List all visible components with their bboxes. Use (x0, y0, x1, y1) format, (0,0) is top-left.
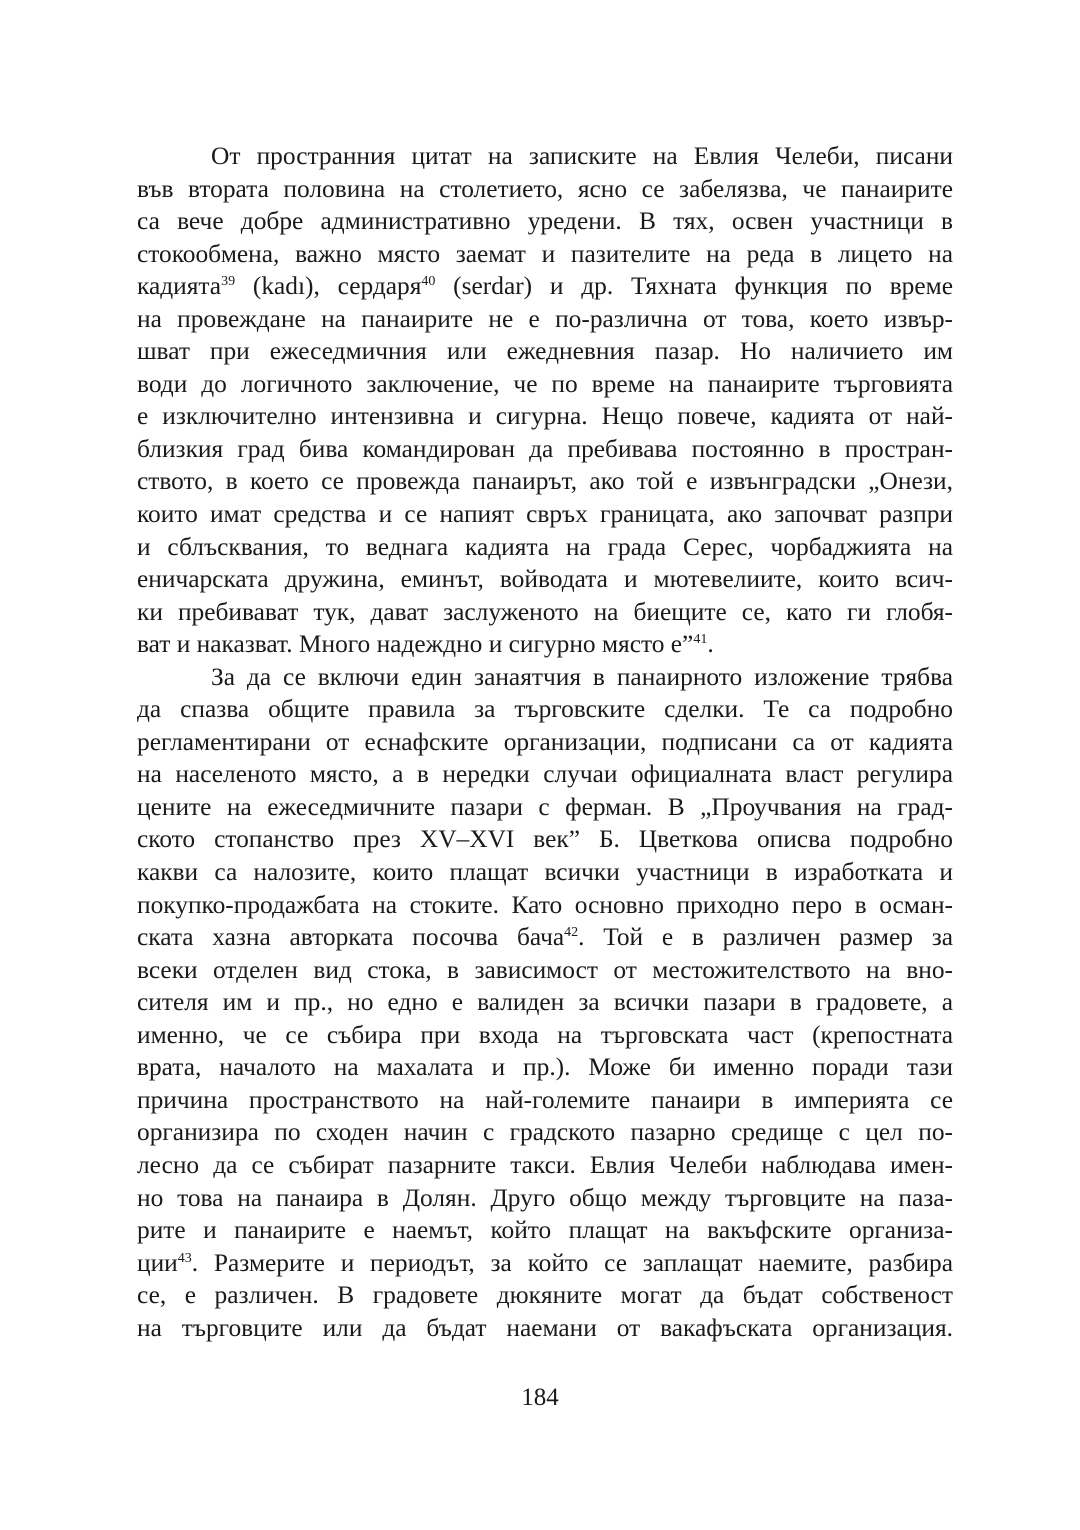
text-run: във втората половина на столетието, ясно се забелязва, че панаирите (137, 174, 953, 203)
text-line (137, 628, 953, 661)
text-line (137, 921, 953, 954)
text-line (137, 433, 953, 466)
text-line (137, 1214, 953, 1247)
text-run: шват при ежеседмичния или ежедневния пазар. Но наличието им (137, 337, 953, 366)
text-line (137, 335, 953, 368)
text-line (137, 563, 953, 596)
text-line (137, 498, 953, 531)
text-line (137, 368, 953, 401)
text-run: покупко-продажбата на стоките. Като основно приходно перо в осман- (137, 890, 953, 919)
text-run: (kadı), сердаря (235, 272, 422, 301)
text-run: на провеждане на панаирите не е по-различна от това, което извър- (137, 304, 953, 333)
text-line (137, 531, 953, 564)
text-line (137, 1051, 953, 1084)
text-line (137, 205, 953, 238)
text-line (137, 238, 953, 271)
text-run: ската хазна авторката посочва бача (137, 923, 565, 952)
text-run: ват и наказват. Много надеждно и сигурно място е” (137, 630, 694, 659)
text-run: . (707, 630, 714, 659)
text-run: на населеното място, а в нередки случаи официалната власт регулира (137, 760, 953, 789)
text-run: които имат средства и се напият свръх границата, ако започват разпри (137, 500, 953, 529)
text-run: лесно да се събират пазарните такси. Евлия Челеби наблюдава имен- (137, 1150, 953, 1179)
text-run: регламентирани от еснафските организации, подписани са от кадията (137, 727, 953, 756)
text-line (137, 1149, 953, 1182)
text-line (137, 1116, 953, 1149)
text-run: За да се включи един занаятчия в панаирното изложение трябва (211, 662, 953, 691)
text-run: близкия град бива командирован да пребивава постоянно в простран- (137, 434, 953, 463)
text-run: еничарската дружина, еминът, войводата и мютевелиите, които всич- (137, 565, 953, 594)
footnote-ref: 39 (221, 274, 236, 290)
text-run: именно, че се събира при входа на търговската част (крепостната (137, 1020, 953, 1049)
text-line (137, 270, 953, 303)
page-body (137, 140, 953, 1344)
paragraph (137, 661, 953, 1344)
text-run: ството, в което се провежда панаирът, ако той е извънградски „Онези, (137, 467, 953, 496)
text-run: всеки отделен вид стока, в зависимост от местожителството на вно- (137, 955, 953, 984)
text-line (137, 1084, 953, 1117)
text-line (137, 1247, 953, 1280)
footnote-ref: 41 (693, 632, 708, 648)
text-run: (serdar) и др. Тяхната функция по време (435, 272, 953, 301)
text-run: причина пространството на най-големите панаири в империята се (137, 1085, 953, 1114)
page-number: 184 (521, 1384, 559, 1411)
text-line (137, 1182, 953, 1215)
text-run: но това на панаира в Долян. Друго общо между търговците на паза- (137, 1183, 953, 1212)
text-line (137, 954, 953, 987)
text-run: . Размерите и периодът, за който се заплащат наемите, разбира (191, 1248, 953, 1277)
text-line (137, 465, 953, 498)
text-run: рите и панаирите е наемът, който плащат на вакъфските организа- (137, 1216, 953, 1245)
text-run: цените на ежеседмичните пазари с ферман. В „Проучвания на град- (137, 792, 953, 821)
text-run: организира по сходен начин с градското пазарно средище с цел по- (137, 1118, 953, 1147)
text-line (137, 303, 953, 336)
text-run: кадията (137, 272, 222, 301)
text-run: От пространния цитат на записките на Евлия Челеби, писани (211, 142, 953, 170)
text-line (137, 758, 953, 791)
footnote-ref: 40 (421, 274, 436, 290)
text-run: води до логичното заключение, че по време на панаирите търговията (137, 369, 953, 398)
text-run: . Той е в различен размер за (578, 923, 953, 952)
text-run: на търговците или да бъдат наемани от вакафъската организация. (137, 1313, 953, 1342)
text-run: е изключително интензивна и сигурна. Нещо повече, кадията от най- (137, 402, 953, 431)
text-line (137, 791, 953, 824)
text-line (137, 693, 953, 726)
text-line (137, 986, 953, 1019)
text-run: са вече добре административно уредени. В тях, освен участници в (137, 207, 953, 236)
text-line (137, 1019, 953, 1052)
text-line (137, 596, 953, 629)
text-run: ции (137, 1248, 178, 1277)
text-run: сителя им и пр., но едно е валиден за всички пазари в градовете, а (137, 988, 953, 1017)
text-line (137, 856, 953, 889)
text-line (137, 726, 953, 759)
text-line (137, 823, 953, 856)
footnote-ref: 42 (564, 925, 579, 941)
text-run: ки пребивават тук, дават заслуженото на биещите се, като ги глобя- (137, 597, 953, 626)
text-run: врата, началото на махалата и пр.). Може би именно поради тази (137, 1053, 953, 1082)
text-line (137, 889, 953, 922)
footnote-ref: 43 (177, 1250, 192, 1266)
text-line (137, 1279, 953, 1312)
paragraph (137, 140, 953, 661)
text-line (137, 400, 953, 433)
text-run: ското стопанство през XV–XVI век” Б. Цветкова описва подробно (137, 825, 953, 854)
text-run: да спазва общите правила за търговските сделки. Те са подробно (137, 695, 953, 724)
text-line (137, 140, 953, 173)
text-run: стокообмена, важно място заемат и пазителите на реда в лицето на (137, 239, 953, 268)
text-line (137, 1312, 953, 1345)
text-run: се, е различен. В градовете дюкяните могат да бъдат собственост (137, 1281, 953, 1310)
text-line (137, 661, 953, 694)
text-run: какви са налозите, които плащат всички участници в изработката и (137, 858, 953, 887)
text-line (137, 173, 953, 206)
text-run: и сблъсквания, то веднага кадията на града Серес, чорбаджията на (137, 532, 953, 561)
